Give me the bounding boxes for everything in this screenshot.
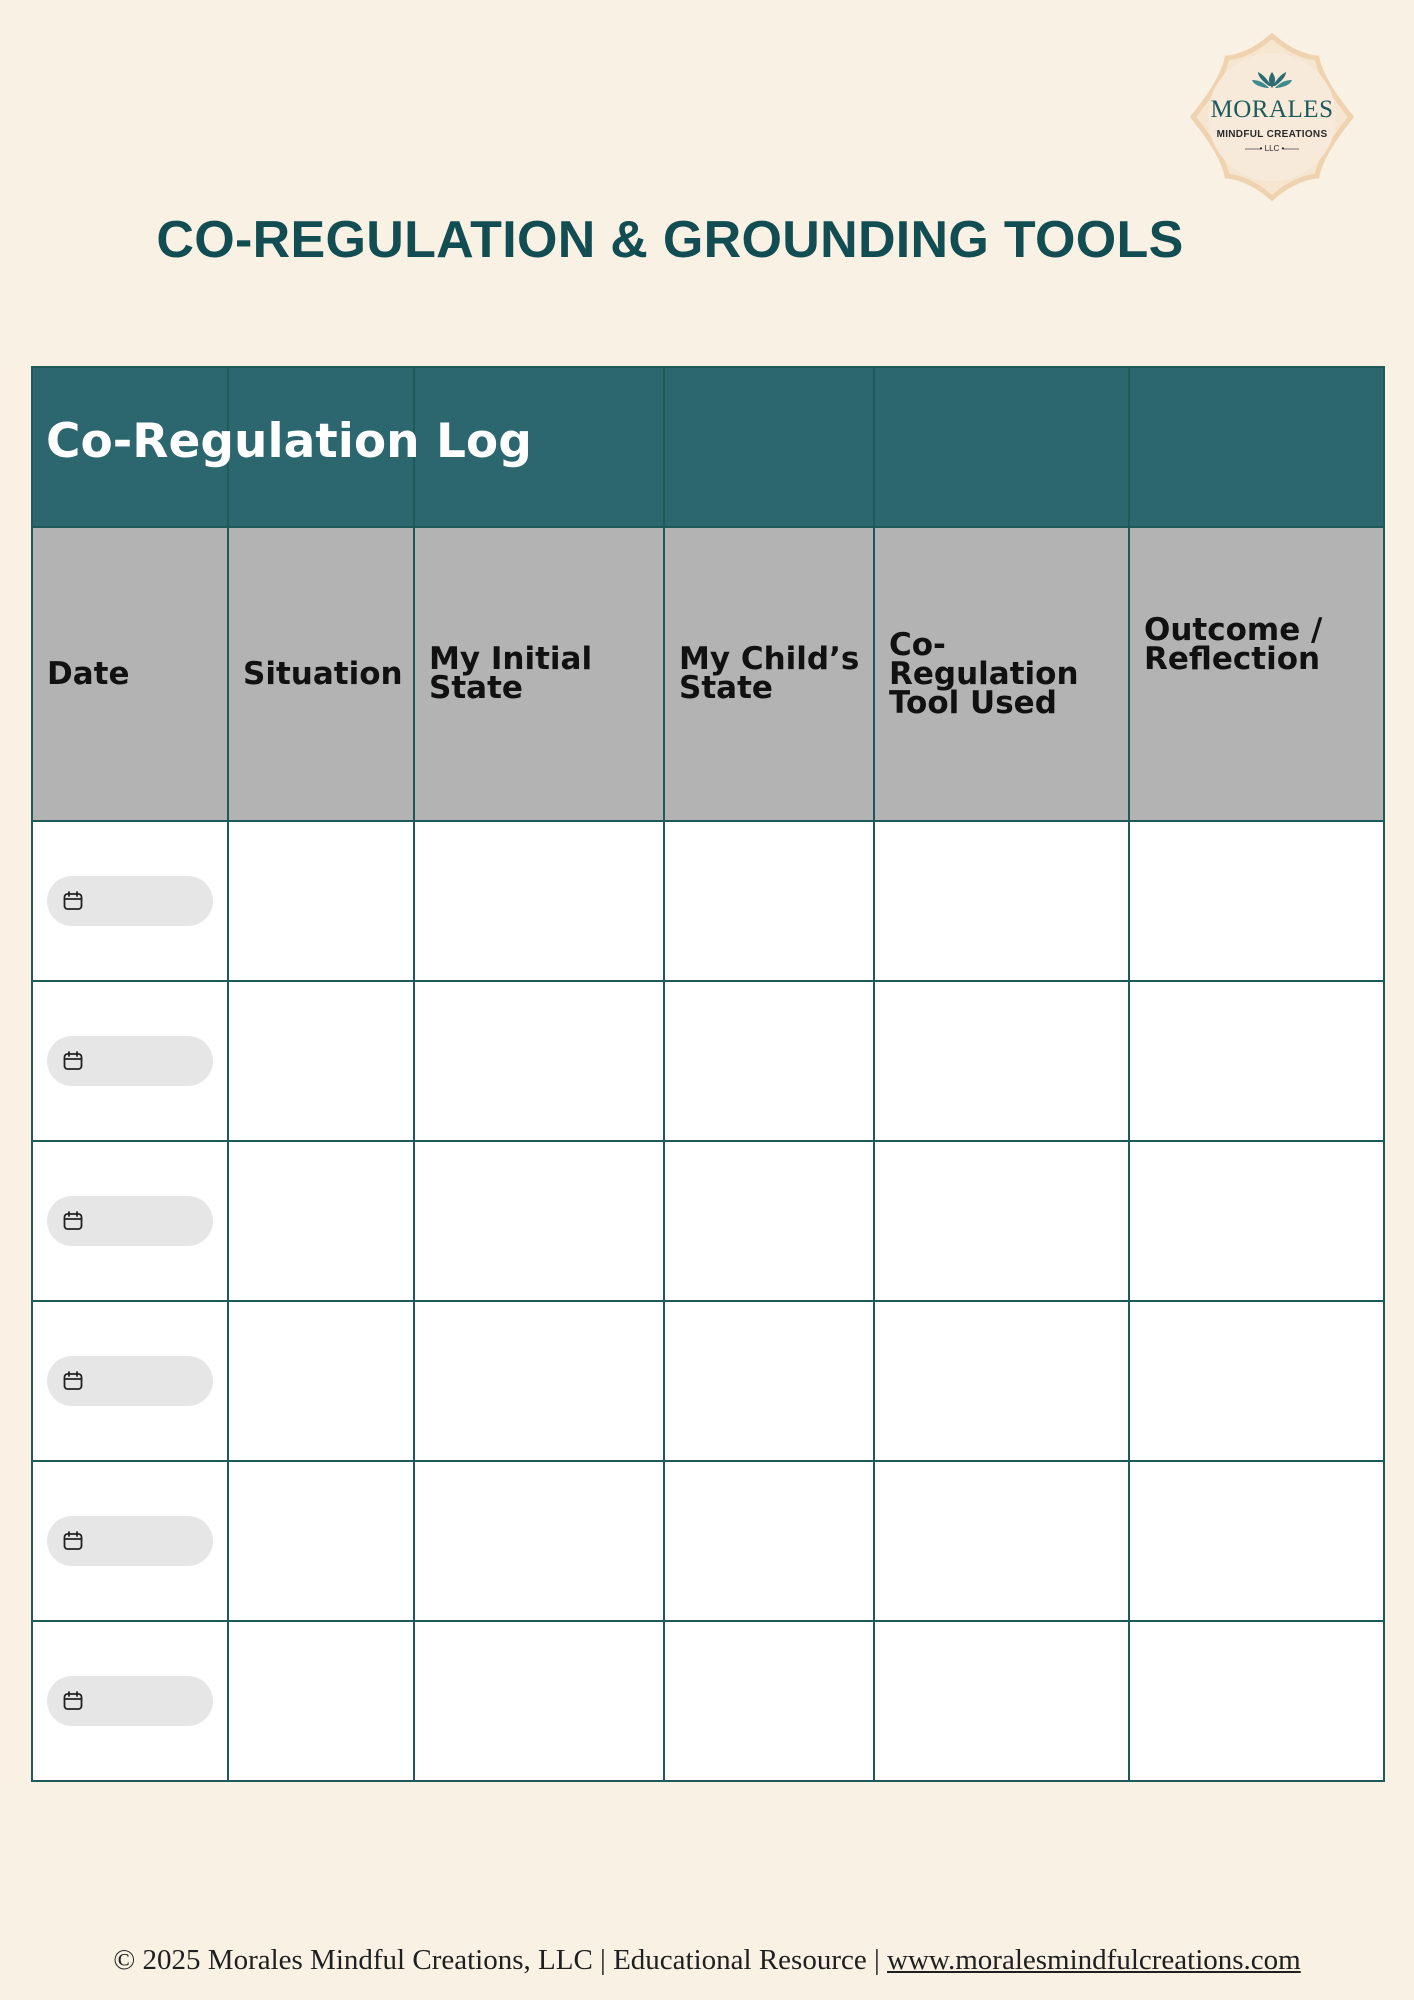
situation-cell[interactable]: [228, 1141, 414, 1301]
initial-state-cell[interactable]: [414, 1301, 664, 1461]
initial-state-cell[interactable]: [414, 981, 664, 1141]
child-state-cell[interactable]: [664, 1621, 874, 1781]
table-row: [32, 1141, 1384, 1301]
outcome-cell[interactable]: [1129, 1141, 1384, 1301]
calendar-icon: [61, 1689, 85, 1713]
date-cell: [32, 981, 228, 1141]
situation-cell[interactable]: [228, 1621, 414, 1781]
initial-state-cell[interactable]: [414, 821, 664, 981]
child-state-cell[interactable]: [664, 821, 874, 981]
tool-cell[interactable]: [874, 1301, 1129, 1461]
outcome-cell[interactable]: [1129, 1301, 1384, 1461]
initial-state-cell[interactable]: [414, 1621, 664, 1781]
table-header-row: [32, 527, 1384, 821]
co-regulation-log-table: [31, 366, 1385, 1782]
calendar-icon: [61, 889, 85, 913]
situation-cell[interactable]: [228, 981, 414, 1141]
outcome-cell[interactable]: [1129, 821, 1384, 981]
tool-cell[interactable]: [874, 981, 1129, 1141]
logo-subtitle: MINDFUL CREATIONS: [1216, 129, 1328, 140]
table-row: [32, 1301, 1384, 1461]
calendar-icon: [61, 1369, 85, 1393]
column-header-child-state: My Child’s State: [664, 527, 874, 821]
table-row: [32, 981, 1384, 1141]
date-cell: [32, 1461, 228, 1621]
date-picker-field[interactable]: [47, 1516, 213, 1566]
column-header-tool-used: Co-Regulation Tool Used: [874, 527, 1129, 821]
page-title: CO-REGULATION & GROUNDING TOOLS: [156, 211, 1184, 269]
initial-state-cell[interactable]: [414, 1141, 664, 1301]
log-title: Co-Regulation Log: [46, 414, 532, 469]
date-cell: [32, 1301, 228, 1461]
tool-cell[interactable]: [874, 1461, 1129, 1621]
date-cell: [32, 821, 228, 981]
date-picker-field[interactable]: [47, 876, 213, 926]
footer: [0, 1944, 1414, 1977]
tool-cell[interactable]: [874, 1621, 1129, 1781]
situation-cell[interactable]: [228, 1461, 414, 1621]
logo-llc: • LLC •: [1259, 144, 1285, 153]
date-picker-field[interactable]: [47, 1676, 213, 1726]
date-picker-field[interactable]: [47, 1356, 213, 1406]
situation-cell[interactable]: [228, 1301, 414, 1461]
initial-state-cell[interactable]: [414, 1461, 664, 1621]
logo-name: MORALES: [1210, 96, 1334, 123]
footer-website-link[interactable]: www.moralesmindfulcreations.com: [887, 1944, 1301, 1976]
column-header-date: Date: [32, 527, 228, 821]
column-header-situation: Situation: [228, 527, 414, 821]
outcome-cell[interactable]: [1129, 1461, 1384, 1621]
column-header-outcome: Outcome / Reflection: [1129, 527, 1384, 821]
date-picker-field[interactable]: [47, 1196, 213, 1246]
table-row: [32, 1461, 1384, 1621]
child-state-cell[interactable]: [664, 1141, 874, 1301]
date-cell: [32, 1621, 228, 1781]
outcome-cell[interactable]: [1129, 1621, 1384, 1781]
outcome-cell[interactable]: [1129, 981, 1384, 1141]
table-row: [32, 821, 1384, 981]
calendar-icon: [61, 1049, 85, 1073]
footer-text: © 2025 Morales Mindful Creations, LLC | Educational Resource |: [113, 1944, 888, 1976]
brand-logo: [1187, 32, 1357, 202]
date-cell: [32, 1141, 228, 1301]
date-picker-field[interactable]: [47, 1036, 213, 1086]
calendar-icon: [61, 1529, 85, 1553]
tool-cell[interactable]: [874, 821, 1129, 981]
table-row: [32, 1621, 1384, 1781]
tool-cell[interactable]: [874, 1141, 1129, 1301]
calendar-icon: [61, 1209, 85, 1233]
child-state-cell[interactable]: [664, 981, 874, 1141]
situation-cell[interactable]: [228, 821, 414, 981]
column-header-initial-state: My Initial State: [414, 527, 664, 821]
child-state-cell[interactable]: [664, 1301, 874, 1461]
child-state-cell[interactable]: [664, 1461, 874, 1621]
